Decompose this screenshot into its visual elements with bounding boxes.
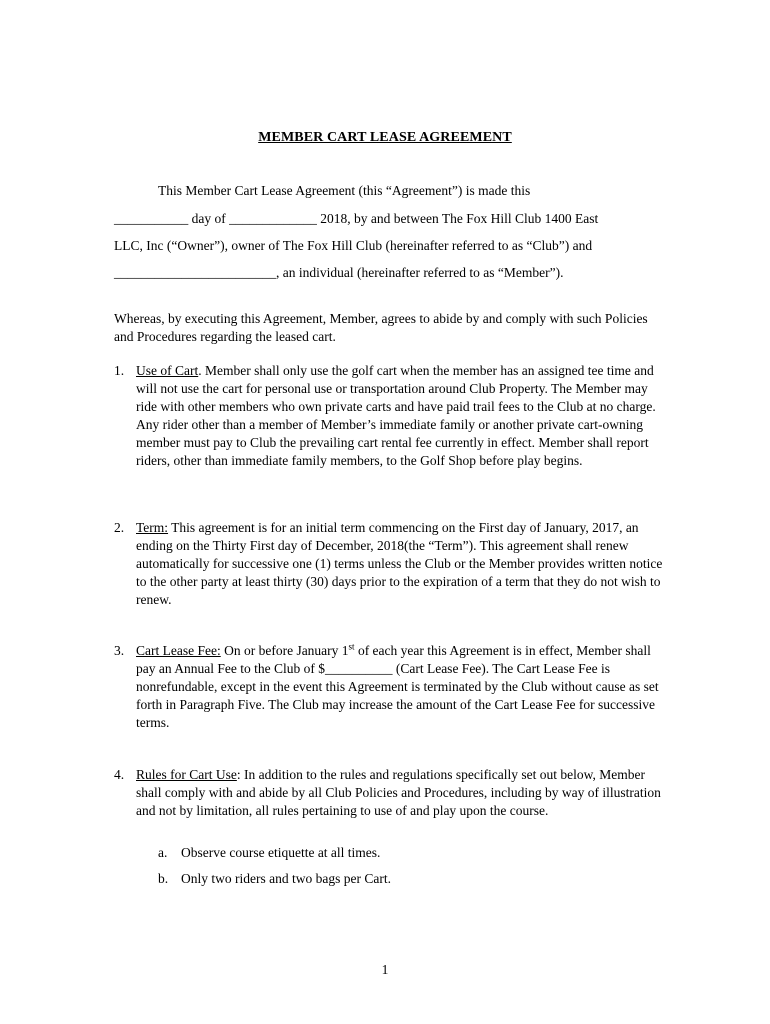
section-number: 4.	[114, 767, 125, 782]
section-heading: Term:	[136, 520, 169, 535]
section-number: 3.	[114, 643, 125, 658]
section-heading: Use of Cart	[136, 363, 199, 378]
rule-text: Only two riders and two bags per Cart.	[181, 871, 391, 886]
intro-line-2: ___________ day of _____________ 2018, by and between The Fox Hill Club 1400 East	[114, 211, 599, 226]
section-heading: Rules for Cart Use	[136, 767, 237, 782]
section-heading-suffix: :	[236, 767, 241, 782]
rule-text: Observe course etiquette at all times.	[181, 845, 381, 860]
section-use-of-cart	[114, 362, 664, 470]
superscript-st: st	[348, 641, 355, 652]
section-number: 1.	[114, 363, 125, 378]
intro-line-3: LLC, Inc (“Owner”), owner of The Fox Hill Club (hereinafter referred to as “Club”) and	[114, 238, 593, 253]
section-term	[114, 519, 664, 609]
section-text: In addition to the rules and regulations specifically set out below, Member shall comply with and abide by all Club Policies and Procedures, including by way of illustration and not by limitation, all rules pertaining to use of and play upon the course.	[136, 767, 661, 818]
whereas-paragraph: Whereas, by executing this Agreement, Member, agrees to abide by and comply with such Policies and Procedures regarding the leased cart.	[114, 311, 648, 344]
rule-letter: b.	[158, 871, 169, 886]
intro-line-1: This Member Cart Lease Agreement (this “Agreement”) is made this	[158, 183, 531, 198]
section-number: 2.	[114, 520, 125, 535]
rule-letter: a.	[158, 845, 168, 860]
section-body	[136, 766, 664, 820]
section-rules-for-cart-use	[114, 766, 664, 820]
section-text: Member shall only use the golf cart when the member has an assigned tee time and will not use the cart for personal use or transportation around Club Property. The Member may ride with other members who own private carts and have paid trail fees to the Club at no charge. Any rider other than a member of Member’s immediate family or another private cart-owning member must pay to Club the prevailing cart rental fee currently in effect. Member shall report riders, other than immediate family members, to the Golf Shop before play begins.	[136, 363, 656, 468]
section-heading: Cart Lease Fee:	[136, 643, 221, 658]
section-body	[136, 519, 664, 609]
section-cart-lease-fee	[114, 642, 664, 732]
rule-item-a	[158, 845, 380, 861]
section-text-prefix: On or before January 1	[220, 643, 349, 658]
page-number: 1	[381, 962, 389, 977]
rule-item-b	[158, 871, 391, 887]
section-body	[136, 362, 664, 470]
section-body	[136, 642, 664, 732]
section-heading-suffix: .	[198, 363, 202, 378]
section-text: of each year this Agreement is in effect, Member shall pay an Annual Fee to the Club of $__________ (Cart Lease Fee). The Cart Lease Fee is nonrefundable, except in the event this Agreement is terminated by the Club without cause as set forth in Paragraph Five. The Club may increase the amount of the Cart Lease Fee for successive terms.	[136, 643, 659, 730]
document-title: MEMBER CART LEASE AGREEMENT	[258, 130, 512, 145]
intro-line-4: ________________________, an individual (hereinafter referred to as “Member”).	[114, 265, 564, 280]
section-text: This agreement is for an initial term commencing on the First day of January, 2017, an ending on the Thirty First day of December, 2018(the “Term”). This agreement shall renew automatically for successive one (1) terms unless the Club or the Member provides written notice to the other party at least thirty (30) days prior to the expiration of a term that they do not wish to renew.	[136, 520, 663, 607]
